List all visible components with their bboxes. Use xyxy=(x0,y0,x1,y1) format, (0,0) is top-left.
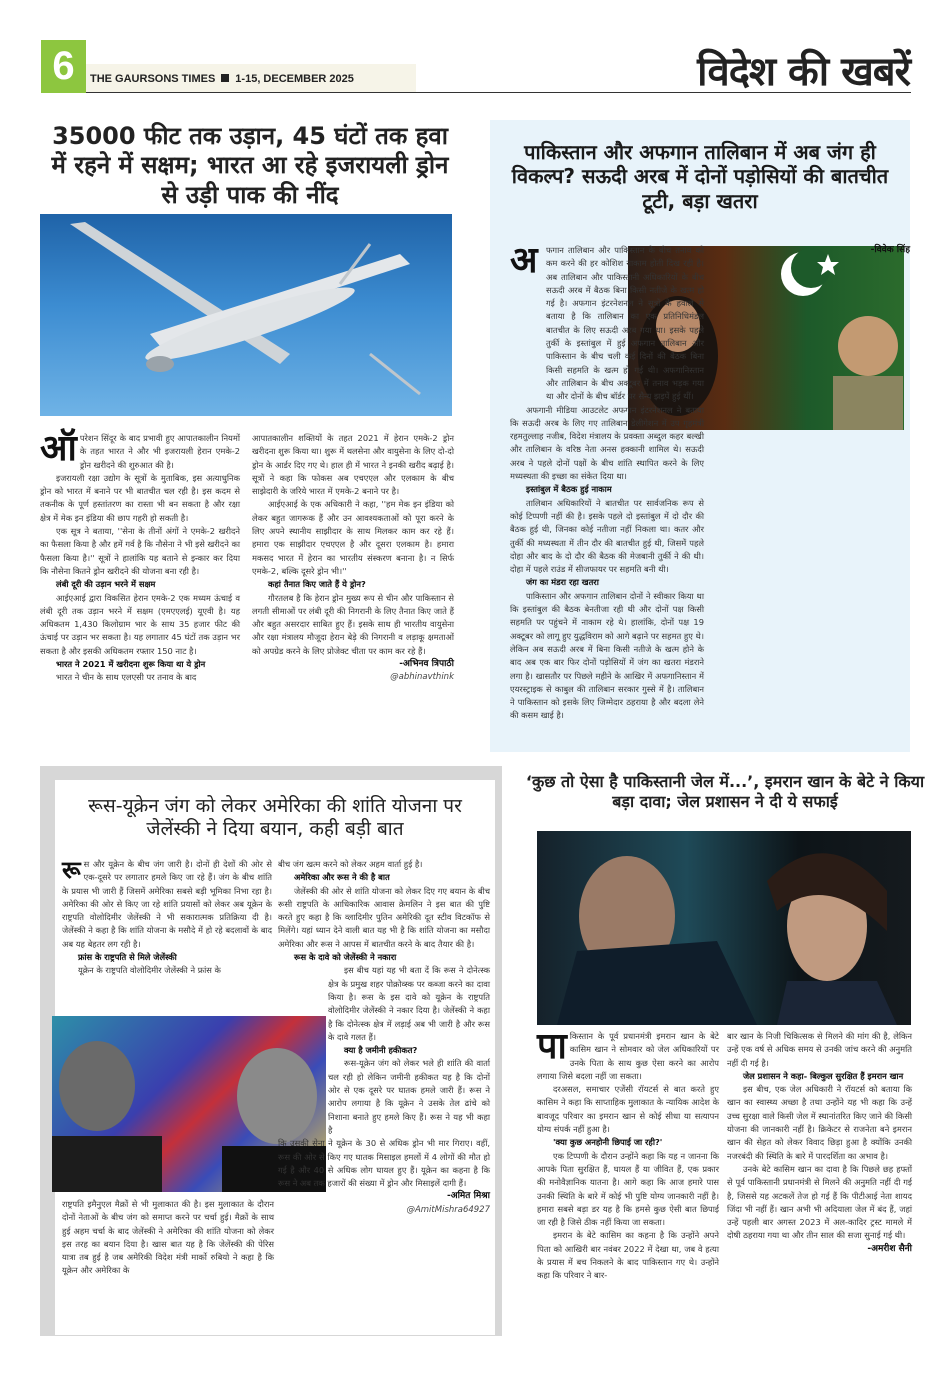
article4-para: बार खान के निजी चिकित्सक से मिलने की मांग की है, लेकिन उन्हें एक वर्ष से अधिक समय से उनकी जांच करने की अनुमति नहीं दी गई है। xyxy=(727,1031,912,1068)
article1-para: एक सूत्र ने बताया, ''सेना के तीनों अंगों ने एमके-2 खरीदने का फैसला किया है और हमें गर्व है कि नौसेना ने भी इसे खरीदने का फैसला किया है।'' सूत्रों ने हालांकि यह बताने से इन्कार कर दिया कि नौसेना कितने ड्रोन खरीदने की योजना बना रही है। xyxy=(40,526,240,576)
article4-para: इमरान के बेटे कासिम का कहना है कि उन्होंने अपने पिता को आखिरी बार नवंबर 2022 में देखा था, जब वे हत्या के प्रयास में बच निकलने के बाद पाकिस्तान गए थे। उन्होंने कहा कि परिवार ने बार- xyxy=(537,1230,719,1281)
article3-para: जेलेंस्की की ओर से शांति योजना को लेकर दिए गए बयान के बीच रूसी राष्ट्रपति के आधिकारिक आवास क्रेमलिन ने इस बात की पुष्टि करते हुए कहा है कि व्लादिमीर पुतिन अमेरिकी दूत स्टीव विटकॉफ से मिलेंगे। यहां ध्यान देने वाली बात यह भी है कि शांति योजना का मसौदा अमेरिका और रूस ने आपस में बातचीत करने के बाद तैयार की है। xyxy=(278,885,490,949)
article1-para: इजरायली रक्षा उद्योग के सूत्रों के मुताबिक, इस अत्याधुनिक ड्रोन को भारत में बनाने पर भी बातचीत चल रही है। इस कदम से तकनीक के पूर्ण हस्तांतरण का रास्ता भी बन सकता है और रक्षा क्षेत्र में मेक इन इंडिया की छाप गहरी हो सकती है। xyxy=(40,472,240,523)
article3-para: रूस-यूक्रेन जंग को लेकर भले ही शांति की वार्ता चल रही हो लेकिन जमीनी हकीकत यह है कि दोनों ओर से एक दूसरे पर घातक हमले जारी हैं। रूस ने आरोप लगाया है कि यूक्रेन ने उसके तेल ढांचे को निशाना बनाते हुए हमले किए हैं। रूस ने यह भी कहा है xyxy=(328,1058,490,1135)
article1-subhead: कहां तैनात किए जाते हैं ये ड्रोन? xyxy=(268,579,366,590)
article1-dropcap: ऑ xyxy=(40,428,77,469)
article4-para: किस्तान के पूर्व प्रधानमंत्री इमरान खान के बेटे कासिम खान ने सोमवार को जेल अधिकारियों पर उनके पिता के साथ कुछ ऐसा करने का आरोप लगाया जिसे बदला नहीं जा सकता। xyxy=(537,1031,719,1081)
article1-para: परेशन सिंदूर के बाद प्रभावी हुए आपातकालीन नियमों के तहत भारत ने और भी इजरायली हेरान एमके-2 ड्रोन खरीदने की शुरुआत की है। xyxy=(79,433,240,470)
article3-subhead: फ्रांस के राष्ट्रपति से मिले जेलेंस्की xyxy=(78,952,177,963)
article1-para: आईएआई के एक अधिकारी ने कहा, ''हम मेक इन इंडिया को लेकर बहुत जागरूक हैं और उन आवश्यकताओं को पूरा करने के लिए अपने स्थानीय साझीदार के साथ मिलकर काम कर रहे हैं। हमारा एक साझीदार एचएएल है और दूसरा एलकाम है। हमारा मकसद भारत में हेरान का भारतीय संस्करण बनाना है। न सिर्फ एमके-2, बल्कि दूसरे ड्रोन भी।'' xyxy=(252,499,454,576)
article2-para: फगान तालिबान और पाकिस्तान के बीच तनाव को कम करने की हर कोशिश नाकाम होती दिख रही है। अब तालिबान और पाकिस्तानी अधिकारियों के बीच सऊदी अरब में बैठक बिना किसी नतीजे के खत्म हो गई है। अफगान इंटरनेशनल ने सूत्रों के हवाले से बताया है कि तालिबान का एक प्रतिनिधिमंडल बातचीत के लिए सऊदी अरब गया था। इसके पहले तुर्की के इस्तांबुल में हुई अफगान तालिबान और पाकिस्तान के बीच चली कई दिनों की बैठक बिना किसी सहमति के खत्म हो गई थी। अफगानिस्तान और तालिबान के बीच अक्टूबर में तनाव भड़क गया था और दोनों के बीच बॉर्डर पर सैन्य झड़पें हुई थीं। xyxy=(546,245,704,402)
article2-para: अफगानी मीडिया आउटलेट अफगान इंटरनेशनल ने बताया कि सऊदी अरब के लिए गए तालिबान डेलीगेशन में उप गृहमंत्री रहमतुल्लाह नजीब, विदेश मंत्रालय के प्रवक्ता अब्दुल कहर बल्खी और तालिबान के वरिष्ठ नेता अनस हक्कानी शामिल थे। सऊदी अरब ने पहले दोनों पक्षों के बीच शांति स्थापित करने के लिए मध्यस्थता की इच्छा का संकेत दिया था। xyxy=(510,404,704,482)
article4-para: एक टिप्पणी के दौरान उन्होंने कहा कि यह न जानना कि आपके पिता सुरक्षित हैं, घायल हैं या जीवित हैं, एक प्रकार की मनोवैज्ञानिक यातना है। आगे कहा कि आज हमारे पास उनकी स्थिति के बारे में कोई भी पुष्टि योग्य जानकारी नहीं है। हमारा सबसे बड़ा डर यह है कि हमसे कुछ ऐसी बात छिपाई जा रही है जिसे ठीक नहीं किया जा सकता। xyxy=(537,1150,719,1228)
drone-illustration xyxy=(40,214,452,416)
article4-para: उनके बेटे कासिम खान का दावा है कि पिछले छह हफ्तों से पूर्व पाकिस्तानी प्रधानमंत्री से मिलने की अनुमति नहीं दी गई है, जिससे यह अटकलें तेज हो गई हैं कि पीटीआई नेता शायद जिंदा भी नहीं हैं। खान अभी भी अदियाला जेल में बंद हैं, जहां उन्हें पहली बार अगस्त 2023 में अल-कादिर ट्रस्ट मामले में दोषी ठहराया गया था और तीन साल की सजा सुनाई गई थी। xyxy=(727,1163,912,1241)
article1-para: गौरतलब है कि हेरान ड्रोन मुख्य रूप से चीन और पाकिस्तान से लगती सीमाओं पर लंबी दूरी की निगरानी के लिए तैनात किए जाते हैं और बहुत असरदार साबित हुए हैं। इसके साथ ही भारतीय वायुसेना और रक्षा मंत्रालय मौजूदा हेरान बेड़े की निगरानी व लड़ाकू क्षमताओं को अपग्रेड करने के लिए प्रोजेक्ट चीता पर काम कर रहे हैं। xyxy=(252,592,454,656)
article3-para: इस बीच यहां यह भी बता दें कि रूस ने दोनेत्स्क क्षेत्र के प्रमुख शहर पोक्रोव्स्क पर कब्जा करने का दावा किया है। रूस के इस दावे को यूक्रेन के राष्ट्रपति वोलोदिमीर जेलेंस्की ने नकार दिया है। जेलेंस्की ने कहा है कि दोनेत्स्क क्षेत्र में लड़ाई अब भी जारी है और रूस के दावे गलत हैं। xyxy=(328,965,490,1042)
article2-subhead: जंग का मंडरा रहा खतरा xyxy=(526,577,599,588)
article3-subhead: अमेरिका और रूस ने की है बात xyxy=(294,872,390,883)
article1-headline: 35000 फीट तक उड़ान, 45 घंटों तक हवा में रहने में सक्षम; भारत आ रहे इजरायली ड्रोन से उड़ी पाक की नींद xyxy=(51,122,449,209)
article3-dropcap: रू xyxy=(62,856,81,884)
article3-para: कि उसकी सेना ने यूक्रेन के 30 से अधिक ड्रोन भी मार गिराए। वहीं, रूस की ओर से किए गए घातक मिसाइल हमलों में 4 लोगों की मौत हो गई है और 40 से अधिक लोग घायल हुए हैं। यूक्रेन का कहना है कि रूस ने अब तक हजारों की संख्या में ड्रोन और मिसाइलें दागी हैं। xyxy=(278,1138,490,1189)
article3-para: स और यूक्रेन के बीच जंग जारी है। दोनों ही देशों की ओर से एक-दूसरे पर लगातार हमले किए जा रहे हैं। जंग के बीच शांति के प्रयास भी जारी हैं जिसमें अमेरिका सबसे बड़ी भूमिका निभा रहा है। अमेरिका की ओर से किए जा रहे शांति प्रयासों को लेकर अब यूक्रेन के राष्ट्रपति वोलोदिमीर जेलेंस्की ने भी सकारात्मक प्रतिक्रिया दी है। जेलेंस्की ने कहा है कि शांति योजना के मसौदे में हो रहे बदलावों के बाद अब यह बेहतर लग रही है। xyxy=(62,859,272,949)
article4-para: दरअसल, समाचार एजेंसी रॉयटर्स से बात करते हुए कासिम ने कहा कि साप्ताहिक मुलाकात के न्यायिक आदेश के बावजूद परिवार का इमरान खान से कोई सीधा या सत्यापन योग्य संपर्क नहीं हुआ है। xyxy=(537,1084,719,1135)
article3-para: राष्ट्रपति इमैनुएल मैक्रों से भी मुलाकात की है। इस मुलाकात के दौरान दोनों नेताओं के बीच जंग को समाप्त करने पर चर्चा हुई। मैक्रों के साथ हुई अहम चर्चा के बाद जेलेंस्की ने अमेरिका की शांति योजना को लेकर इस तरह का बयान दिया है। खास बात यह है कि जेलेंस्की की पेरिस यात्रा तब हुई है जब अमेरिकी विदेश मंत्री मार्को रुबियो ने कहा है कि यूक्रेन और अमेरिका के xyxy=(62,1199,274,1276)
section-title: विदेश की खबरें xyxy=(697,49,910,95)
article2-byline: -विवेक सिंह xyxy=(870,245,910,255)
article2-headline: पाकिस्तान और अफगान तालिबान में अब जंग ही विकल्प? सऊदी अरब में दोनों पड़ोसियों की बातचीत टूटी, बड़ा खतरा xyxy=(511,140,889,213)
drone-photo xyxy=(40,214,452,416)
article4-headline: ‘कुछ तो ऐसा है पाकिस्तानी जेल में...’, इमरान खान के बेटे ने किया बड़ा दावा; जेल प्रशासन ने दी ये सफाई xyxy=(525,772,925,811)
article1-para: आपातकालीन शक्तियों के तहत 2021 में हेरान एमके-2 ड्रोन खरीदना शुरू किया था। शुरू में थलसेना और वायुसेना के लिए दो-दो ड्रोन के आर्डर दिए गए थे। हाल ही में भारत ने इनकी खरीद बढ़ाई है। सूत्रों ने कहा कि फोकस अब एचएएल और एलकाम के बीच साझेदारी के जरिये भारत में एमके-2 बनाने पर है। xyxy=(252,433,454,497)
article2-subhead: इस्तांबुल में बैठक हुई नाकाम xyxy=(526,484,612,495)
article3-subhead: रूस के दावे को जेलेंस्की ने नकारा xyxy=(294,952,397,963)
article4-col1 xyxy=(537,1026,719,1283)
article1-byline: -अभिनव त्रिपाठी xyxy=(399,659,454,670)
article4-para: इस बीच, एक जेल अधिकारी ने रॉयटर्स को बताया कि खान का स्वास्थ्य अच्छा है तथा उन्होंने यह भी कहा कि उन्हें उच्च सुरक्षा वाले किसी जेल में स्थानांतरित किए जाने की किसी योजना की जानकारी नहीं है। क्रिकेटर से राजनेता बने इमरान खान की सेहत को लेकर विवाद छिड़ा हुआ है क्योंकि उनकी नजरबंदी की स्थिति के बारे में पारदर्शिता का अभाव है। xyxy=(727,1084,912,1161)
publication-name: THE GAURSONS TIMES xyxy=(90,73,216,85)
article3-subhead: क्या है जमीनी हकीकत? xyxy=(344,1045,418,1056)
article3-col1b xyxy=(62,1198,274,1278)
article3-headline: रूस-यूक्रेन जंग को लेकर अमेरिका की शांति योजना पर जेलेंस्की ने दिया बयान, कही बड़ी बात xyxy=(88,795,462,841)
article4-byline: -अमरीश सैनी xyxy=(867,1243,912,1254)
article3-handle[interactable]: @AmitMishra64927 xyxy=(406,1204,490,1215)
article1-para: आईएआई द्वारा विकसित हेरान एमके-2 एक मध्यम ऊंचाई व लंबी दूरी तक उड़ान भरने में सक्षम (एमएएलई) यूएवी है। यह अधिकतम 1,430 किलोग्राम भार के साथ 35 हजार फीट की ऊंचाई पर उड़ान भर सकता है। यह लगातार 45 घंटों तक उड़ान भर सकता है और इसकी अधिकतम रफ्तार 150 नाट है। xyxy=(40,592,240,656)
article1-subhead: लंबी दूरी की उड़ान भरने में सक्षम xyxy=(56,579,156,590)
article1-col2 xyxy=(252,432,454,685)
article4-subhead: जेल प्रशासन ने कहा- बिल्कुल सुरक्षित हैं इमरान खान xyxy=(743,1070,904,1081)
article2-dropcap: अ xyxy=(510,240,538,281)
article3-para: यूक्रेन के राष्ट्रपति वोलोदिमीर जेलेंस्की ने फ्रांस के xyxy=(78,965,221,976)
article1-handle[interactable]: @abhinavthink xyxy=(390,672,454,683)
issue-date: 1-15, DECEMBER 2025 xyxy=(235,73,354,85)
article2-para: तालिबान अधिकारियों ने बातचीत पर सार्वजनिक रूप से कोई टिप्पणी नहीं की है। इसके पहले दो इस्तांबुल में दो दौर की बैठक हुई थी, जिनका कोई नतीजा नहीं निकला था। कतर और तुर्की की मध्यस्थता में तीन दौर की बातचीत हुई थी, जिसमें पहले दोहा और बाद के दो दौर की बैठक की मेजबानी तुर्की ने की थी। दोहा में पहले राउंड में सीजफायर पर सहमति बनी थी। xyxy=(510,497,704,575)
square-bullet-icon xyxy=(221,74,229,82)
article3-col1 xyxy=(62,858,272,978)
article4-dropcap: पा xyxy=(537,1026,567,1067)
article1-para: भारत ने चीन के साथ एलएसी पर तनाव के बाद xyxy=(56,672,197,683)
article4-subhead: 'क्या कुछ अनहोनी छिपाई जा रही?' xyxy=(553,1137,663,1148)
article1-col1 xyxy=(40,428,240,685)
article4-col2 xyxy=(727,1030,912,1256)
article1-subhead: भारत ने 2021 में खरीदना शुरू किया था ये ड्रोन xyxy=(56,659,206,670)
portraits xyxy=(537,831,911,1025)
article3-byline: -अमित मिश्रा xyxy=(446,1191,490,1202)
article3-col2 xyxy=(278,858,490,1217)
page-number: 6 xyxy=(41,40,86,93)
article2-para: पाकिस्तान और अफगान तालिबान दोनों ने स्वीकार किया था कि इस्तांबुल की बैठक बेनतीजा रही थी और दोनों पक्ष किसी सहमति पर पहुंचने में नाकाम रहे थे। हालांकि, दोनों पक्ष 19 अक्टूबर को लागू हुए युद्धविराम को आगे बढ़ाने पर सहमत हुए थे। लेकिन अब सऊदी अरब में बिना किसी नतीजे के खत्म होने के बाद अब एक बार फिर दोनों पड़ोसियों में जंग का खतरा मंडराने लगा है। खासतौर पर पिछले महीने के आखिर में अफगानिस्तान में एयरस्ट्राइक से काबुल की तालिबान सरकार गुस्से में है। तालिबान ने पाकिस्तान को इसके लिए जिम्मेदार ठहराया है और बदला लेने की कसम खाई है। xyxy=(510,590,704,721)
masthead xyxy=(86,64,416,93)
article2-columns xyxy=(510,240,910,734)
article3-para: बीच जंग खत्म करने को लेकर अहम वार्ता हुई है। xyxy=(278,859,423,869)
imran-khan-son-photo xyxy=(537,831,911,1025)
